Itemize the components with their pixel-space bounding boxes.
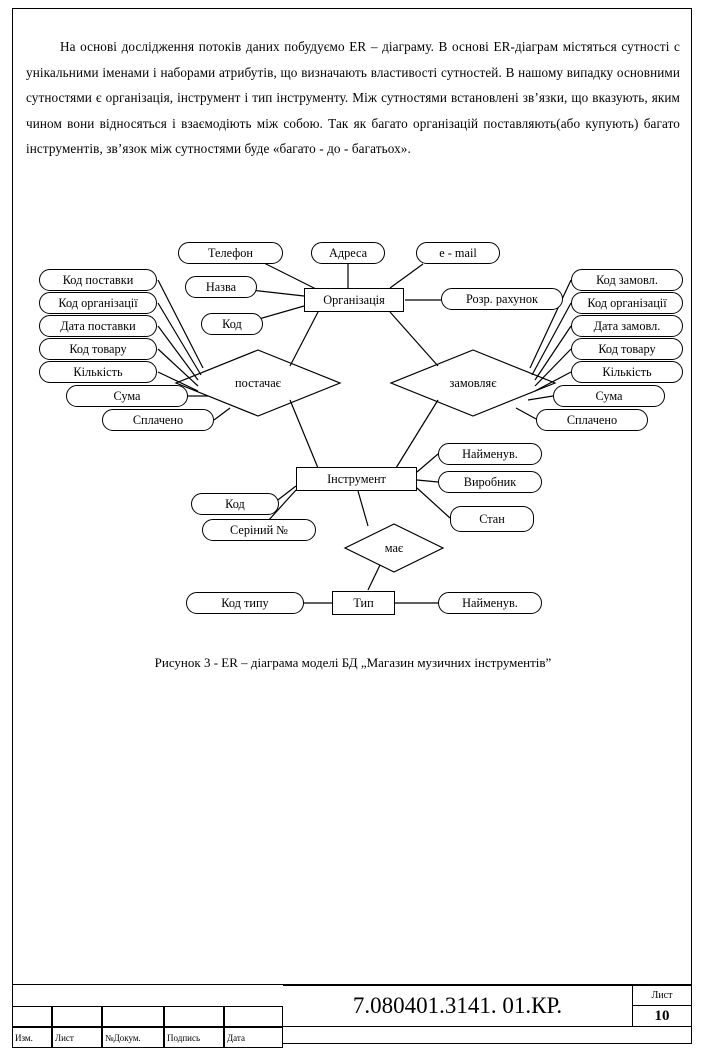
attribute-adresa[interactable]: Адреса	[311, 242, 385, 264]
sheet-number: 10	[633, 1006, 692, 1027]
stamp-cell-empty-1	[12, 1006, 52, 1027]
stamp-col-izm: Изм.	[12, 1027, 52, 1048]
entity-instrument[interactable]: Інструмент	[296, 467, 417, 491]
attribute-kilkist-left[interactable]: Кількість	[39, 361, 157, 383]
er-diagram	[18, 228, 686, 638]
body-paragraph: На основі дослідження потоків даних побудуємо ER – діаграму. В основі ER-діаграм містяться сутності с унікальними іменами і наборами атрибутів, що визначають властивості сутностей. В нашому випадку основними сутностями є організація, інструмент і тип інструменту. Між сутностями встановлені зв’язки, що вказують, яким чином вони відносяться і взаємодіють між собою. Так як багато організацій поставляють(або купують) багато інструментів, зв’язок між сутностями буде «багато - до - багатьох».	[26, 39, 680, 156]
stamp-cell-empty-3	[102, 1006, 164, 1027]
attribute-nazva[interactable]: Назва	[185, 276, 257, 298]
attribute-kod-tovaru-left[interactable]: Код товару	[39, 338, 157, 360]
attribute-vyrobnyk[interactable]: Виробник	[438, 471, 542, 493]
attribute-telefon[interactable]: Телефон	[178, 242, 283, 264]
attribute-data-zamovl[interactable]: Дата замовл.	[571, 315, 683, 337]
attribute-suma-right[interactable]: Сума	[553, 385, 665, 407]
attribute-splacheno-right[interactable]: Сплачено	[536, 409, 648, 431]
attribute-splacheno-left[interactable]: Сплачено	[102, 409, 214, 431]
stamp-col-podpis: Подпись	[164, 1027, 224, 1048]
attribute-kod-instrument[interactable]: Код	[191, 493, 279, 515]
entity-tip[interactable]: Тип	[332, 591, 395, 615]
stamp-col-dokum: №Докум.	[102, 1027, 164, 1048]
attribute-kod-organizacii-left[interactable]: Код організації	[39, 292, 157, 314]
stamp-cell-empty-4	[164, 1006, 224, 1027]
attribute-kilkist-right[interactable]: Кількість	[571, 361, 683, 383]
document-number: 7.080401.3141. 01.КР.	[283, 985, 633, 1027]
figure-caption: Рисунок 3 - ER – діаграма моделі БД „Магазин музичних інструментів”	[154, 655, 552, 670]
relationship-mae[interactable]: має	[384, 540, 404, 555]
attribute-kod-organizacia[interactable]: Код	[201, 313, 263, 335]
stamp-cell-empty-2	[52, 1006, 102, 1027]
stamp-col-data: Дата	[224, 1027, 283, 1048]
relationship-zamovliae[interactable]: замовляє	[449, 375, 497, 390]
attribute-stan[interactable]: Стан	[450, 506, 534, 532]
title-block	[12, 984, 692, 1048]
sheet-label: Лист	[633, 985, 692, 1006]
attribute-kod-postavky[interactable]: Код поставки	[39, 269, 157, 291]
attribute-seriinyi-nomer[interactable]: Серіний №	[202, 519, 316, 541]
stamp-col-list: Лист	[52, 1027, 102, 1048]
attribute-naimenuv-instrument[interactable]: Найменув.	[438, 443, 542, 465]
attribute-data-postavky[interactable]: Дата поставки	[39, 315, 157, 337]
entity-organizacia[interactable]: Організація	[304, 288, 404, 312]
attribute-email[interactable]: e - mail	[416, 242, 500, 264]
relationship-postachae[interactable]: постачає	[235, 375, 281, 390]
attribute-kod-zamovl[interactable]: Код замовл.	[571, 269, 683, 291]
attribute-suma-left[interactable]: Сума	[66, 385, 188, 407]
attribute-naimenuv-tip[interactable]: Найменув.	[438, 592, 542, 614]
stamp-cell-empty-5	[224, 1006, 283, 1027]
attribute-rozr-rahunok[interactable]: Розр. рахунок	[441, 288, 563, 310]
attribute-kod-typu[interactable]: Код типу	[186, 592, 304, 614]
attribute-kod-organizacii-right[interactable]: Код організації	[571, 292, 683, 314]
attribute-kod-tovaru-right[interactable]: Код товару	[571, 338, 683, 360]
